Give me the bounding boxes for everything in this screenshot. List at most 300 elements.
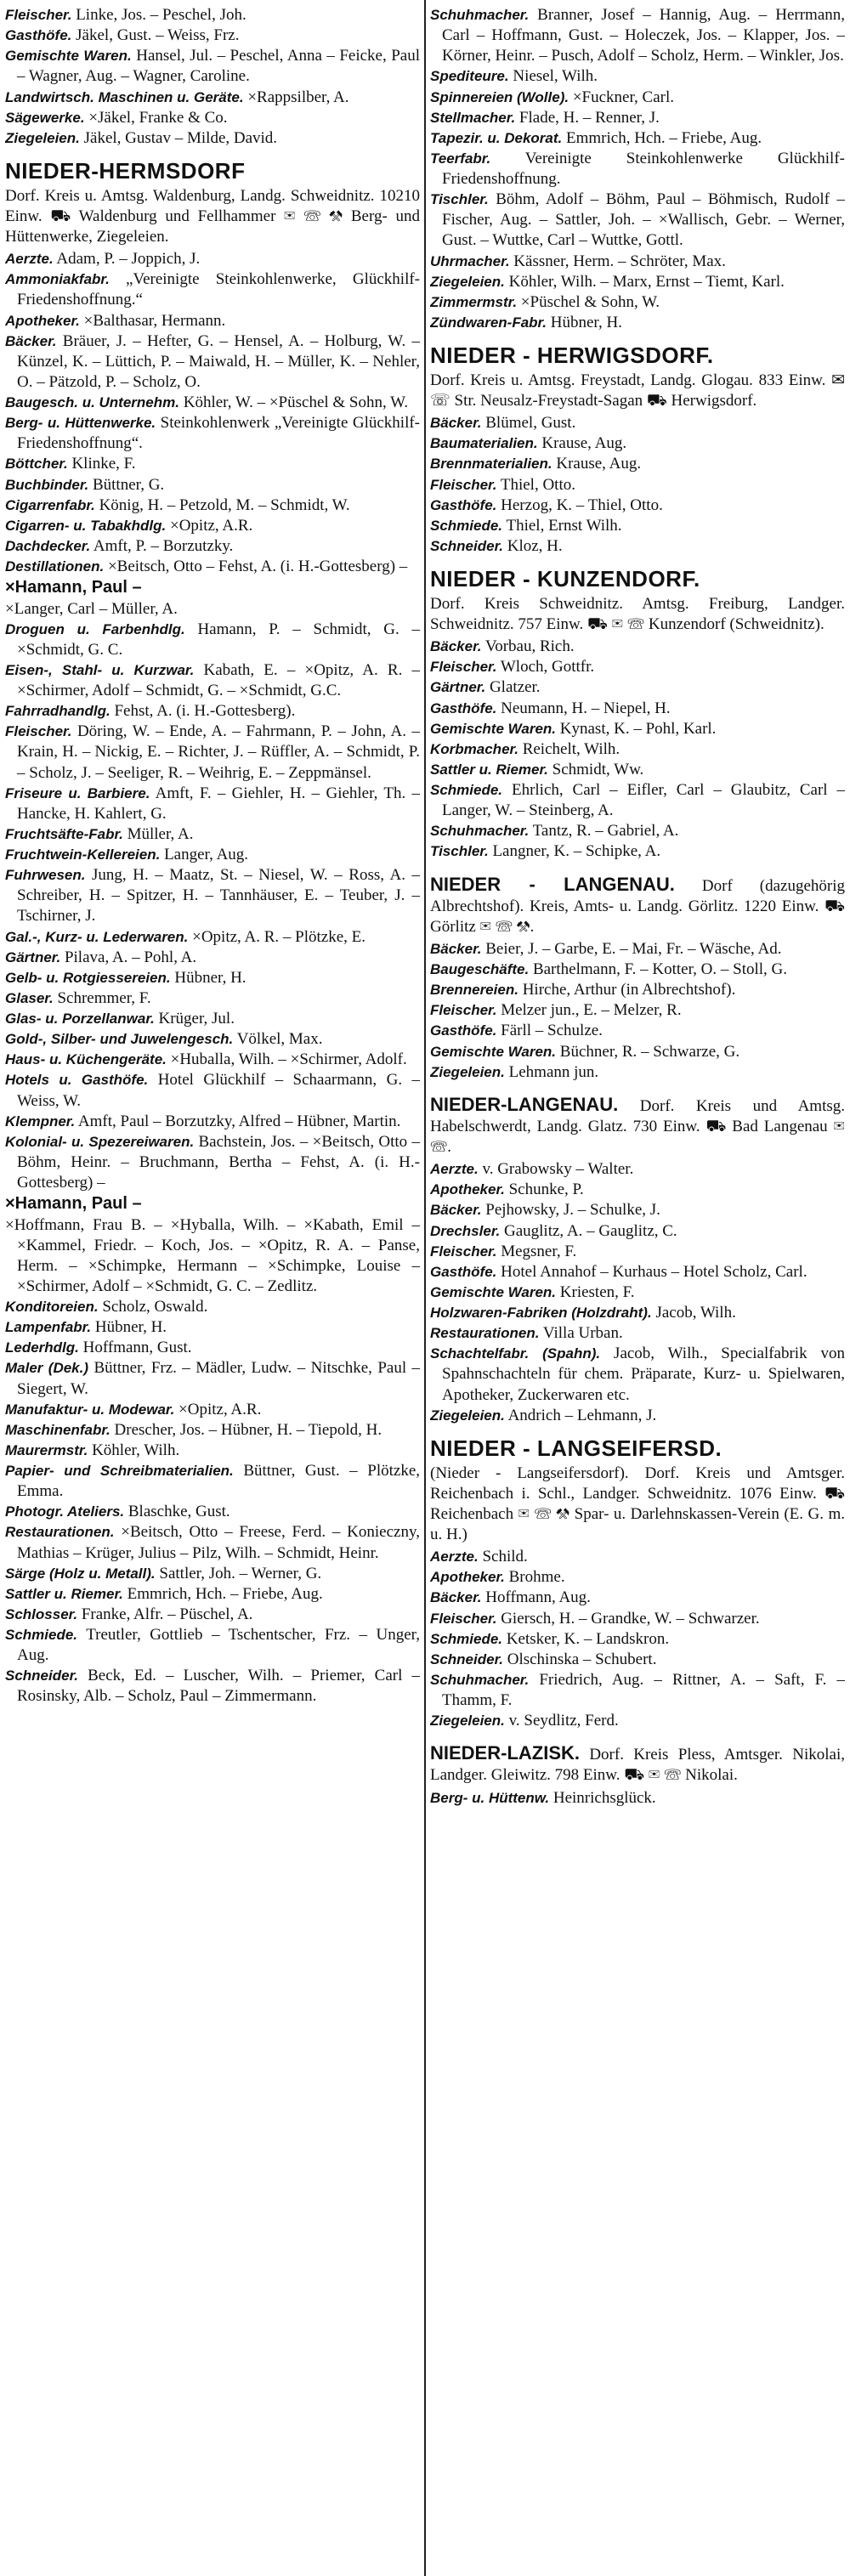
directory-entry [430, 1180, 845, 1200]
entry-names: Ehrlich, Carl – Eifler, Carl – Glaubitz, Carl – Langer, W. – Steinberg, A. [442, 781, 845, 820]
entry-names: Büttner, G. [92, 475, 165, 494]
entry-names: Langner, K. – Schipke, A. [492, 842, 661, 861]
directory-entry [430, 475, 845, 495]
place-heading-with-description [430, 873, 845, 937]
directory-entry [430, 1344, 845, 1405]
trade-category: Tapezir. u. Dekorat. [430, 129, 563, 146]
place-description: Dorf. Kreis u. Amtsg. Waldenburg, Landg. Schweidnitz. 10210 Einw. ⛟ Waldenburg und Fellhammer ✉ ☏ ⚒ Berg- und Hüttenwerke, Ziegeleien. [5, 186, 420, 246]
directory-entry [5, 536, 420, 557]
directory-entry [430, 190, 845, 251]
entry-names: Völkel, Max. [236, 1030, 323, 1049]
entry-names: Flade, H. – Renner, J. [518, 108, 660, 127]
entry-names: Krause, Aug. [556, 455, 642, 473]
trade-category: Bäcker. [430, 415, 482, 432]
directory-entry [5, 968, 420, 988]
highlighted-name [5, 577, 420, 598]
entry-names: Treutler, Gottlieb – Tschentscher, Frz. – Unger, Aug. [17, 1626, 420, 1665]
trade-category: Zimmermstr. [430, 293, 518, 310]
directory-entry [5, 516, 420, 536]
trade-category: Schneider. [5, 1667, 78, 1684]
entry-names: Thiel, Otto. [500, 475, 575, 494]
trade-category: Fuhrwesen. [5, 867, 86, 884]
entry-names: Pilava, A. – Pohl, A. [64, 948, 197, 966]
entry-names: Büttner, Frz. – Mädler, Ludw. – Nitschke, Paul – Siegert, W. [17, 1359, 420, 1398]
trade-category: Aerzte. [5, 251, 54, 268]
entry-names: Niesel, Wilh. [513, 67, 598, 86]
entry-names: Sattler, Joh. – Werner, G. [159, 1564, 322, 1582]
directory-entry [5, 1420, 420, 1441]
directory-entry [430, 760, 845, 780]
entry-names: Fehst, A. (i. H.-Gottesberg). [114, 702, 296, 721]
trade-category: Gasthöfe. [430, 1022, 497, 1039]
directory-entry [430, 1221, 845, 1242]
entry-names: ×Jäkel, Franke & Co. [88, 108, 228, 127]
trade-category: Särge (Holz u. Metall). [5, 1565, 156, 1582]
directory-entry [430, 1711, 845, 1731]
entry-names: Jung, H. – Maatz, St. – Niesel, W. – Ross, A. – Schreiber, H. – Spitzer, H. – Tannhäuser, E. – Teuber, J. – Tschirner, J. [17, 866, 420, 926]
trade-category: Gasthöfe. [430, 496, 497, 513]
entry-names: Amft, F. – Giehler, H. – Giehler, Th. – Hancke, H. Kahlert, G. [17, 784, 420, 823]
trade-category: Maurermstr. [5, 1441, 88, 1458]
entry-names: ×Fuckner, Carl. [572, 88, 675, 106]
directory-entry [5, 1605, 420, 1625]
trade-category: Apotheker. [5, 312, 80, 329]
trade-category: Ziegeleien. [430, 1713, 505, 1730]
left-column [5, 5, 420, 2572]
directory-entry [430, 1629, 845, 1650]
entry-names: Scholz, Oswald. [102, 1298, 208, 1316]
place-description: Dorf. Kreis und Amtsg. Habelschwerdt, Landg. Glatz. 730 Einw. ⛟ Bad Langenau ✉ ☏. [430, 1096, 845, 1157]
trade-category: Zündwaren-Fabr. [430, 314, 547, 331]
entry-names: Langer, Aug. [164, 846, 249, 864]
entry-names: ×Opitz, A. R. – Plötzke, E. [192, 927, 366, 946]
trade-category: Böttcher. [5, 456, 68, 473]
trade-category: Fleischer. [430, 476, 497, 493]
entry-names: Amft, Paul – Borzutzky, Alfred – Hübner, Martin. [77, 1112, 401, 1130]
place-heading: NIEDER-LAZISK. [430, 1742, 580, 1764]
trade-category: Bäcker. [430, 1202, 482, 1219]
trade-category: Apotheker. [430, 1181, 505, 1198]
trade-category: Sattler u. Riemer. [5, 1585, 123, 1602]
trade-category: Dachdecker. [5, 537, 91, 554]
directory-entry [5, 495, 420, 516]
trade-category: Schuhmacher. [430, 7, 530, 23]
directory-entry [5, 1625, 420, 1666]
entry-names: Pejhowsky, J. – Schulke, J. [485, 1201, 660, 1220]
entry-names: ×Langer, Carl – Müller, A. [5, 599, 178, 618]
directory-entry [5, 1400, 420, 1420]
directory-entry [430, 536, 845, 557]
directory-entry [430, 252, 845, 272]
trade-category: Gemischte Waren. [5, 48, 132, 65]
entry-names: Blümel, Gust. [485, 414, 576, 433]
directory-entry [430, 1788, 845, 1809]
trade-category: Schneider. [430, 537, 503, 554]
trade-category: Buchbinder. [5, 476, 89, 493]
place-heading: NIEDER-LANGENAU. [430, 1093, 619, 1115]
entry-names: Linke, Jos. – Peschel, Joh. [76, 6, 246, 24]
directory-entry [430, 516, 845, 536]
directory-entry [5, 25, 420, 46]
trade-category: Schachtelfabr. (Spahn). [430, 1345, 601, 1362]
directory-entry [430, 699, 845, 719]
directory-entry [430, 1303, 845, 1323]
entry-names: Thiel, Ernst Wilh. [506, 516, 622, 535]
right-column [430, 5, 845, 2572]
directory-entry [5, 1358, 420, 1399]
trade-category: Sägewerke. [5, 109, 85, 126]
entry-names: Tantz, R. – Gabriel, A. [532, 822, 679, 841]
directory-entry [430, 841, 845, 862]
entry-names: Heinrichsglück. [552, 1788, 656, 1807]
trade-category: Baugeschäfte. [430, 961, 530, 978]
entry-names: Drescher, Jos. – Hübner, H. – Tiepold, H. [114, 1420, 382, 1439]
entry-names: Hamann, P. – Schmidt, G. – ×Schmidt, G. C. [17, 620, 420, 659]
entry-continuation [5, 599, 420, 620]
entry-names: Jacob, Wilh. [655, 1304, 736, 1322]
directory-entry [430, 1670, 845, 1711]
trade-category: Klempner. [5, 1112, 76, 1129]
entry-names: Döring, W. – Ende, A. – Fahrmann, P. – John, A. – Krain, H. – Nickig, E. – Richter, J. – Rüffler, A. – Schmidt, P. – Scholz, J. – Seeliger, R. – Weihrig, E. – Zeppmänsel. [17, 722, 420, 782]
directory-entry [5, 557, 420, 577]
trade-category: Ziegeleien. [5, 129, 80, 146]
highlighted-name-text: ×Hamann, Paul – [5, 578, 142, 597]
directory-entry [430, 1547, 845, 1567]
directory-entry [5, 311, 420, 331]
directory-entry [430, 960, 845, 980]
directory-entry [430, 657, 845, 677]
trade-category: Baumaterialien. [430, 435, 538, 452]
trade-category: Fruchtwein-Kellereien. [5, 846, 161, 863]
place-description: Dorf. Kreis u. Amtsg. Freystadt, Landg. Glogau. 833 Einw. ✉ ☏ Str. Neusalz-Freystadt-Sagan ⛟ Herwigsdorf. [430, 371, 845, 410]
directory-entry [5, 454, 420, 474]
trade-category: Ammoniakfabr. [5, 271, 110, 288]
entry-names: Villa Urban. [542, 1324, 623, 1343]
entry-names: Kynast, K. – Pohl, Karl. [559, 719, 717, 738]
directory-entry [430, 88, 845, 108]
trade-category: Aerzte. [430, 1161, 479, 1178]
entry-names: ×Huballa, Wilh. – ×Schirmer, Adolf. [170, 1050, 407, 1069]
directory-entry [430, 313, 845, 333]
directory-entry [5, 948, 420, 968]
directory-entry [430, 1000, 845, 1021]
directory-entry [430, 1650, 845, 1670]
directory-entry [5, 1297, 420, 1317]
trade-category: Gärtner. [430, 679, 486, 696]
entry-names: Krause, Aug. [541, 434, 627, 453]
directory-entry [430, 1567, 845, 1588]
trade-category: Restaurationen. [430, 1325, 540, 1342]
directory-entry [5, 1132, 420, 1193]
directory-entry [5, 1522, 420, 1563]
entry-names: Färll – Schulze. [501, 1022, 603, 1040]
directory-entry [430, 980, 845, 1000]
directory-entry [430, 1200, 845, 1220]
entry-names: ×Beitsch, Otto – Fehst, A. (i. H.-Gottesberg) – [107, 558, 408, 576]
trade-category: Papier- und Schreibmaterialien. [5, 1463, 234, 1480]
directory-entry [430, 272, 845, 292]
directory-entry [5, 128, 420, 149]
entry-names: Hübner, H. [174, 968, 246, 987]
entry-names: Köhler, Wilh. – Marx, Ernst – Tiemt, Karl. [508, 272, 785, 291]
entry-names: ×Beitsch, Otto – Freese, Ferd. – Konieczny, Mathias – Krüger, Julius – Pilz, Wilh. – Schmidt, Heinr. [17, 1523, 420, 1562]
trade-category: Baugesch. u. Unternehm. [5, 394, 179, 411]
entry-names: Neumann, H. – Niepel, H. [501, 699, 671, 717]
trade-category: Eisen-, Stahl- u. Kurzwar. [5, 661, 195, 678]
directory-entry [5, 927, 420, 948]
directory-entry [430, 1609, 845, 1629]
directory-entry [5, 1584, 420, 1605]
directory-entry [5, 660, 420, 701]
directory-entry [5, 784, 420, 824]
entry-names: Steinkohlenwerk „Vereinigte Glückhilf-Friedenshoffnung“. [17, 414, 420, 453]
entry-names: Schmidt, Ww. [552, 760, 644, 778]
entry-names: Böhm, Adolf – Böhm, Paul – Böhmisch, Rudolf – Fischer, Aug. – Sattler, Joh. – ×Wallisch, Gebr. – Werner, Gust. – Wuttke, Carl – Wuttke, Gottl. [442, 190, 845, 250]
directory-entry [5, 1564, 420, 1584]
trade-category: Konditoreien. [5, 1299, 99, 1316]
directory-entry [5, 5, 420, 25]
place-description: Dorf (dazugehörig Albrechtshof). Kreis, Amts- u. Landg. Görlitz. 1220 Einw. ⛟ Görlitz ✉ ☏ ⚒. [430, 876, 845, 936]
trade-category: Stellmacher. [430, 109, 516, 126]
entry-names: Köhler, Wilh. [92, 1441, 180, 1459]
place-heading-with-description [430, 1741, 845, 1786]
directory-entry [5, 1009, 420, 1029]
entry-names: Beck, Ed. – Luscher, Wilh. – Priemer, Carl – Rosinsky, Alb. – Scholz, Paul – Zimmermann. [17, 1667, 420, 1706]
entry-names: Melzer jun., E. – Melzer, R. [501, 1001, 682, 1020]
place-heading: NIEDER - KUNZENDORF. [430, 566, 700, 592]
trade-category: Friseure u. Barbiere. [5, 784, 150, 801]
entry-names: Kriesten, F. [559, 1282, 635, 1301]
trade-category: Fleischer. [5, 723, 72, 740]
directory-entry [430, 1588, 845, 1608]
directory-entry [430, 677, 845, 698]
entry-names: Jäkel, Gust. – Weiss, Frz. [76, 26, 240, 45]
entry-names: Schild. [482, 1548, 528, 1566]
directory-entry [430, 1262, 845, 1282]
directory-entry [5, 1112, 420, 1132]
entry-names: ×Opitz, A.R. [169, 516, 253, 535]
entry-names: Ketsker, K. – Landskron. [506, 1629, 670, 1648]
trade-category: Tischler. [430, 843, 489, 860]
entry-names: Reichelt, Wilh. [522, 739, 620, 758]
entry-names: ×Rappsilber, A. [247, 88, 349, 106]
trade-category: Bäcker. [430, 1589, 482, 1606]
entry-names: ×Balthasar, Hermann. [83, 311, 226, 330]
entry-names: Bräuer, J. – Hefter, G. – Hensel, A. – Holburg, W. – Künzel, K. – Lüttich, P. – Maiwald, H. – Müller, K. – Nehler, O. – Pätzold, P. – Scholz, O. [17, 331, 420, 391]
entry-names: Giersch, H. – Grandke, W. – Schwarzer. [501, 1609, 760, 1628]
entry-names: Lehmann jun. [508, 1062, 599, 1081]
entry-names: Büttner, Gust. – Plötzke, Emma. [17, 1462, 420, 1501]
trade-category: Fahrradhandlg. [5, 703, 110, 720]
entry-names: „Vereinigte Steinkohlenwerke, Glückhilf-Friedenshoffnung.“ [17, 270, 420, 309]
trade-category: Manufaktur- u. Modewar. [5, 1401, 175, 1418]
entry-names: Megsner, F. [501, 1242, 577, 1260]
entry-names: Emmrich, Hch. – Friebe, Aug. [127, 1584, 323, 1603]
directory-entry [430, 780, 845, 821]
trade-category: Maschinenfabr. [5, 1421, 110, 1438]
trade-category: Destillationen. [5, 558, 105, 575]
directory-entry [430, 1042, 845, 1062]
trade-category: Fleischer. [430, 1002, 497, 1019]
directory-entry [430, 1021, 845, 1041]
entry-names: Branner, Josef – Hannig, Aug. – Herrmann, Carl – Hoffmann, Gust. – Holeczek, Jos. – Klapper, Jos. – Körner, Heinr. – Pusch, Adolf – Scholz, Herm. – Winkler, Jos. [442, 6, 845, 65]
entry-names: Hoffmann, Gust. [82, 1339, 192, 1357]
entry-names: ×Hoffmann, Frau B. – ×Hyballa, Wilh. – ×Kabath, Emil – ×Kammel, Friedr. – Koch, Jos. – ×Opitz, R. A. – Panse, Herm. – ×Schimpke, Hermann – ×Schimpke, Louise – ×Schirmer, Adolf – ×Schmidt, G. C. – Zedlitz. [5, 1215, 420, 1295]
trade-category: Hotels u. Gasthöfe. [5, 1072, 149, 1089]
directory-entry [430, 413, 845, 433]
directory-entry [5, 475, 420, 495]
directory-entry [5, 1338, 420, 1358]
trade-category: Gemischte Waren. [430, 1043, 557, 1060]
entry-names: König, H. – Petzold, M. – Schmidt, W. [99, 495, 350, 514]
entry-names: Schremmer, F. [57, 988, 151, 1007]
entry-names: v. Grabowsky – Walter. [482, 1160, 634, 1179]
entry-names: Gauglitz, A. – Gauglitz, C. [503, 1221, 677, 1240]
trade-category: Spediteure. [430, 68, 509, 85]
directory-entry [5, 1441, 420, 1461]
highlighted-name [5, 1193, 420, 1214]
entry-names: Kloz, H. [507, 536, 563, 555]
entry-names: Vorbau, Rich. [484, 637, 575, 656]
place-heading: NIEDER-HERMSDORF [5, 157, 246, 184]
trade-category: Schuhmacher. [430, 823, 530, 840]
directory-entry [430, 637, 845, 657]
directory-entry [430, 1282, 845, 1303]
trade-category: Droguen u. Farbenhdlg. [5, 620, 185, 637]
trade-category: Restaurationen. [5, 1524, 115, 1541]
place-description: Dorf. Kreis Schweidnitz. Amtsg. Freiburg, Landger. Schweidnitz. 757 Einw. ⛟ ✉ ☏ Kunzendorf (Schweidnitz). [430, 594, 845, 634]
directory-entry [430, 1159, 845, 1180]
directory-entry [430, 1062, 845, 1083]
trade-category: Cigarren- u. Tabakhdlg. [5, 517, 167, 534]
directory-entry [430, 821, 845, 841]
directory-entry [430, 1406, 845, 1426]
entry-names: Emmrich, Hch. – Friebe, Aug. [566, 128, 762, 147]
entry-names: Kabath, E. – ×Opitz, A. R. – ×Schirmer, Adolf – Schmidt, G. – ×Schmidt, G.C. [17, 660, 420, 700]
directory-entry [5, 331, 420, 393]
entry-names: Hübner, H. [94, 1318, 167, 1337]
trade-category: Gärtner. [5, 948, 61, 965]
directory-entry [5, 269, 420, 310]
trade-category: Bäcker. [5, 332, 57, 349]
entry-names: Klinke, F. [71, 455, 136, 473]
trade-category: Brennereien. [430, 982, 518, 999]
trade-category: Fleischer. [430, 1610, 497, 1627]
entry-names: Beier, J. – Garbe, E. – Mai, Fr. – Wäsche, Ad. [485, 939, 782, 958]
entry-names: Blaschke, Gust. [128, 1503, 230, 1521]
trade-category: Drechsler. [430, 1222, 501, 1239]
entry-continuation [5, 1215, 420, 1298]
entry-names: Schunke, P. [508, 1180, 584, 1199]
entry-names: Franke, Alfr. – Püschel, A. [81, 1605, 253, 1623]
entry-names: Glatzer. [489, 678, 541, 697]
directory-entry [5, 620, 420, 660]
trade-category: Schmiede. [430, 517, 503, 534]
entry-names: Hübner, H. [550, 313, 622, 331]
directory-entry [5, 1070, 420, 1111]
directory-entry [5, 1666, 420, 1707]
directory-entry [430, 108, 845, 128]
trade-category: Bäcker. [430, 940, 482, 957]
directory-entry [5, 1317, 420, 1338]
trade-category: Bäcker. [430, 638, 482, 655]
trade-category: Schmiede. [430, 782, 503, 799]
entry-names: Krüger, Jul. [158, 1010, 235, 1028]
trade-category: Fruchtsäfte-Fabr. [5, 825, 123, 842]
directory-entry [430, 1323, 845, 1344]
trade-category: Berg- u. Hüttenwerke. [5, 415, 156, 432]
trade-category: Holzwaren-Fabriken (Holzdraht). [430, 1305, 652, 1322]
trade-category: Apotheker. [430, 1569, 505, 1586]
directory-entry [5, 722, 420, 783]
trade-category: Gemischte Waren. [430, 1283, 557, 1300]
entry-names: v. Seydlitz, Ferd. [508, 1712, 619, 1730]
trade-category: Schneider. [430, 1650, 503, 1667]
trade-category: Tischler. [430, 191, 489, 208]
trade-category: Gasthöfe. [430, 699, 497, 716]
entry-names: Wloch, Gottfr. [500, 658, 595, 677]
directory-entry [430, 719, 845, 739]
place-description: (Nieder - Langseifersdorf). Dorf. Kreis und Amtsger. Reichenbach i. Schl., Landger. Schweidnitz. 1076 Einw. ⛟ Reichenbach ✉ ☏ ⚒ Spar- u. Darlehnskassen-Verein (E. G. m. u. H.) [430, 1464, 845, 1544]
entry-names: Amft, P. – Borzutzky. [93, 536, 234, 555]
trade-category: Cigarrenfabr. [5, 496, 95, 513]
trade-category: Lederhdlg. [5, 1339, 79, 1356]
trade-category: Schuhmacher. [430, 1671, 530, 1688]
entry-names: ×Opitz, A.R. [178, 1400, 262, 1418]
directory-entry [430, 739, 845, 760]
entry-names: Jacob, Wilh., Specialfabrik von Spahnschachteln für chem. Präparate, Kurz- u. Spielwaren, Apotheker, Zuckerwaren etc. [442, 1345, 845, 1404]
trade-category: Aerzte. [430, 1548, 479, 1565]
trade-category: Gasthöfe. [430, 1263, 497, 1280]
place-heading: NIEDER - LANGENAU. [430, 873, 675, 895]
directory-entry [430, 939, 845, 960]
trade-category: Gasthöfe. [5, 27, 72, 44]
trade-category: Korbmacher. [430, 740, 518, 757]
entry-names: Büchner, R. – Schwarze, G. [559, 1042, 740, 1061]
entry-names: Friedrich, Aug. – Rittner, A. – Saft, F. – Thamm, F. [442, 1670, 845, 1710]
directory-entry [430, 66, 845, 87]
directory-entry [5, 108, 420, 128]
trade-category: Fleischer. [430, 659, 497, 676]
directory-entry [5, 988, 420, 1009]
trade-category: Lampenfabr. [5, 1319, 92, 1336]
trade-category: Fleischer. [430, 1243, 497, 1260]
directory-entry [430, 149, 845, 190]
entry-names: ×Püschel & Sohn, W. [520, 292, 660, 311]
trade-category: Glas- u. Porzellanwar. [5, 1011, 155, 1028]
directory-entry [5, 845, 420, 865]
trade-category: Gemischte Waren. [430, 720, 557, 737]
directory-entry [430, 495, 845, 516]
entry-names: Olschinska – Schubert. [507, 1650, 657, 1668]
entry-names: Brohme. [508, 1568, 565, 1587]
place-heading: NIEDER - HERWIGSDORF. [430, 343, 714, 368]
entry-names: Köhler, W. – ×Püschel & Sohn, W. [183, 393, 409, 412]
entry-names: Kässner, Herm. – Schröter, Max. [513, 252, 726, 270]
directory-entry [5, 413, 420, 454]
trade-category: Kolonial- u. Spezereiwaren. [5, 1133, 195, 1150]
trade-category: Ziegeleien. [430, 1063, 505, 1080]
trade-category: Glaser. [5, 989, 54, 1006]
trade-category: Ziegeleien. [430, 1407, 505, 1424]
place-heading: NIEDER - LANGSEIFERSD. [430, 1435, 722, 1461]
trade-category: Gold-, Silber- und Juwelengesch. [5, 1031, 234, 1048]
entry-names: Hoffmann, Aug. [485, 1588, 591, 1607]
entry-names: Jäkel, Gustav – Milde, David. [83, 128, 278, 147]
place-description: Dorf. Kreis Pless, Amtsger. Nikolai, Landger. Gleiwitz. 798 Einw. ⛟ ✉ ☏ Nikolai. [430, 1746, 845, 1785]
trade-category: Schmiede. [5, 1627, 78, 1644]
entry-names: Herzog, K. – Thiel, Otto. [501, 495, 663, 514]
